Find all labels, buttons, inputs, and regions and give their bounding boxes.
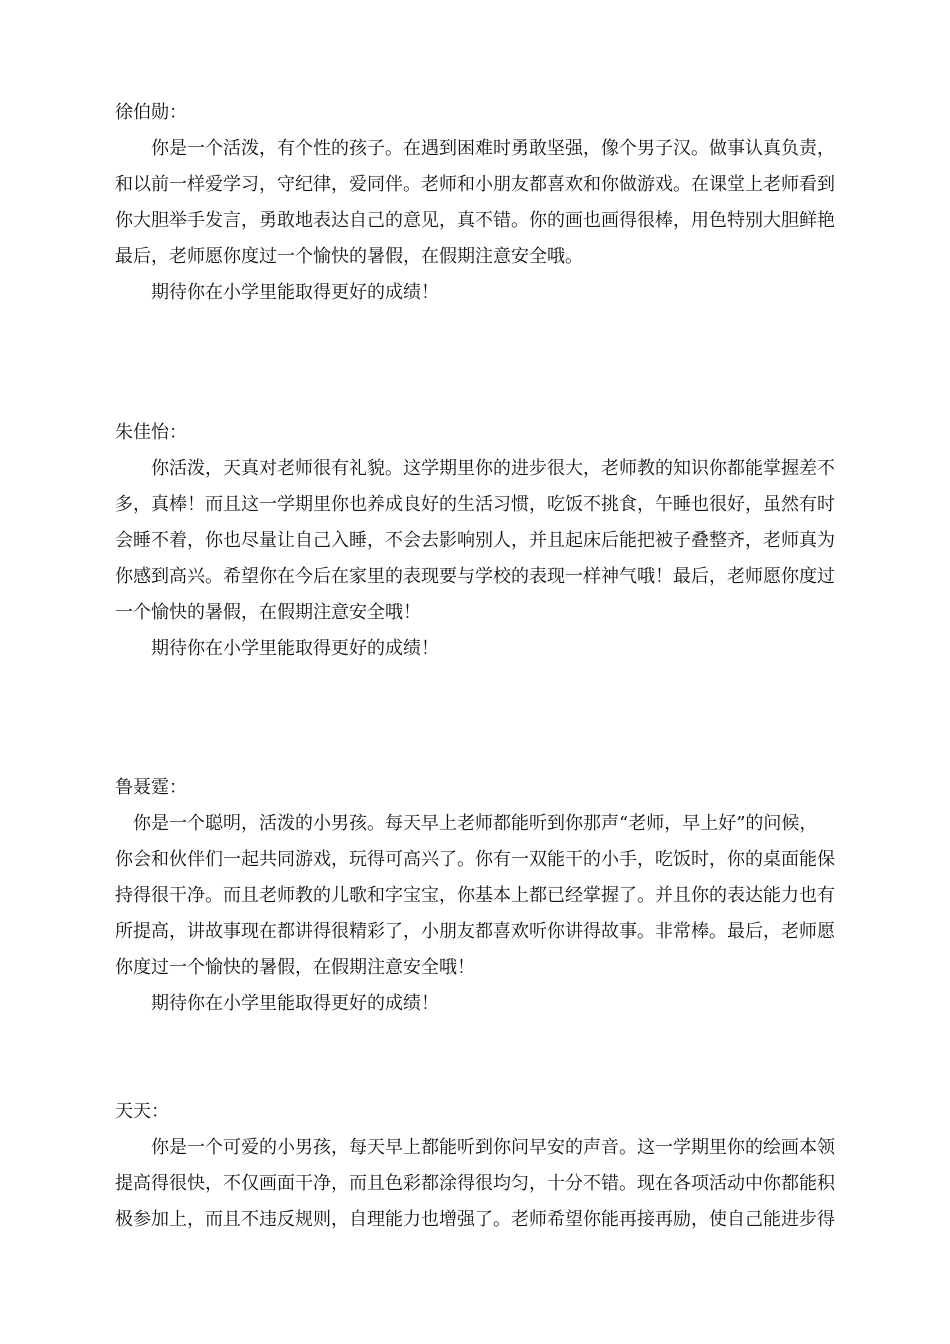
comment-line: 你感到高兴。希望你在今后在家里的表现要与学校的表现一样神气哦！最后，老师愿你度过 (115, 566, 835, 587)
closing-wish: 期待你在小学里能取得更好的成绩！ (151, 282, 439, 303)
comment-line: 最后，老师愿你度过一个愉快的暑假，在假期注意安全哦。 (115, 246, 583, 267)
student-name: 鲁聂霆： (115, 777, 187, 798)
comment-line: 持得很干净。而且老师教的儿歌和字宝宝，你基本上都已经掌握了。并且你的表达能力也有 (115, 885, 835, 906)
comment-line: 你活泼，天真对老师很有礼貌。这学期里你的进步很大，老师教的知识你都能掌握差不 (151, 458, 835, 479)
comment-block-1 (115, 95, 885, 311)
comment-line: 你是一个可爱的小男孩，每天早上都能听到你问早安的声音。这一学期里你的绘画本领 (151, 1137, 835, 1158)
student-name: 天天： (115, 1101, 169, 1122)
comment-line: 你是一个聪明，活泼的小男孩。每天早上老师都能听到你那声“老师，早上好”的问候， (133, 813, 818, 834)
comment-line: 你大胆举手发言，勇敢地表达自己的意见，真不错。你的画也画得很棒，用色特别大胆鲜艳 (115, 210, 835, 231)
student-name: 徐伯勋： (115, 102, 187, 123)
comment-line: 你是一个活泼，有个性的孩子。在遇到困难时勇敢坚强，像个男子汉。做事认真负责， (151, 138, 835, 159)
comment-line: 一个愉快的暑假，在假期注意安全哦！ (115, 602, 421, 623)
student-name: 朱佳怡： (115, 422, 187, 443)
comment-line: 多，真棒！而且这一学期里你也养成良好的生活习惯，吃饭不挑食，午睡也很好，虽然有时 (115, 494, 835, 515)
comment-line: 极参加上，而且不违反规则，自理能力也增强了。老师希望你能再接再励，使自己能进步得 (115, 1209, 835, 1230)
comment-line: 所提高，讲故事现在都讲得很精彩了，小朋友都喜欢听你讲得故事。非常棒。最后，老师愿 (115, 921, 835, 942)
closing-wish: 期待你在小学里能取得更好的成绩！ (151, 993, 439, 1014)
comment-line: 你会和伙伴们一起共同游戏，玩得可高兴了。你有一双能干的小手，吃饭时，你的桌面能保 (115, 849, 835, 870)
comment-line: 你度过一个愉快的暑假，在假期注意安全哦！ (115, 957, 475, 978)
comment-block-3 (115, 770, 885, 1022)
comment-line: 提高得很快，不仅画面干净，而且色彩都涂得很均匀，十分不错。现在各项活动中你都能积 (115, 1173, 835, 1194)
comment-block-2 (115, 415, 885, 667)
closing-wish: 期待你在小学里能取得更好的成绩！ (151, 638, 439, 659)
comment-line: 会睡不着，你也尽量让自己入睡，不会去影响别人，并且起床后能把被子叠整齐，老师真为 (115, 530, 835, 551)
comment-block-4 (115, 1094, 885, 1238)
comment-line: 和以前一样爱学习，守纪律，爱同伴。老师和小朋友都喜欢和你做游戏。在课堂上老师看到 (115, 174, 835, 195)
